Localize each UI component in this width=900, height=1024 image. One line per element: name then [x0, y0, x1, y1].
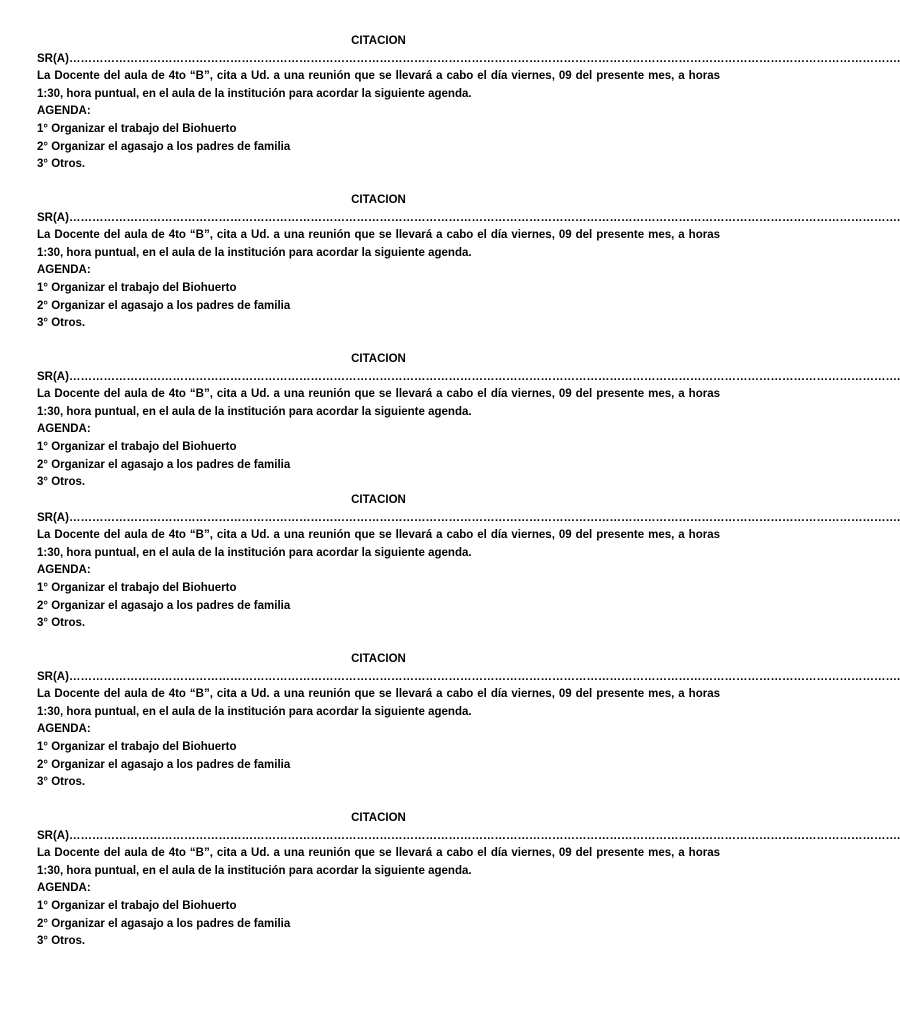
- recipient-line: SR(A)……………………………………………………………………………………………………………………………………………………………………………………………….: [37, 511, 900, 524]
- agenda-label: AGENDA:: [37, 423, 91, 436]
- citacion-block: [37, 651, 900, 792]
- citacion-body: La Docente del aula de 4to “B”, cita a Ud. a una reunión que se llevará a cabo el día viernes, 09 del presente mes, a horas 1:30, hora puntual, en el aula de la institución para acordar la siguiente agenda.: [37, 388, 720, 418]
- citacion-block: [37, 492, 900, 633]
- agenda-label: AGENDA:: [37, 105, 91, 118]
- agenda-item: 2° Organizar el agasajo a los padres de familia: [37, 140, 291, 153]
- citacion-block: [37, 33, 900, 174]
- citacion-title: CITACION: [351, 812, 406, 824]
- agenda-item: 1° Organizar el trabajo del Biohuerto: [37, 899, 237, 912]
- agenda-item: 1° Organizar el trabajo del Biohuerto: [37, 440, 237, 453]
- agenda-item: 3° Otros.: [37, 935, 86, 948]
- citacion-title: CITACION: [351, 353, 406, 365]
- agenda-label: AGENDA:: [37, 723, 91, 736]
- agenda-item: 2° Organizar el agasajo a los padres de familia: [37, 299, 291, 312]
- recipient-line: SR(A)……………………………………………………………………………………………………………………………………………………………………………………………….: [37, 829, 900, 842]
- agenda-item: 1° Organizar el trabajo del Biohuerto: [37, 122, 237, 135]
- citacion-body: La Docente del aula de 4to “B”, cita a Ud. a una reunión que se llevará a cabo el día viernes, 09 del presente mes, a horas 1:30, hora puntual, en el aula de la institución para acordar la siguiente agenda.: [37, 688, 720, 718]
- agenda-item: 1° Organizar el trabajo del Biohuerto: [37, 740, 237, 753]
- agenda-item: 3° Otros.: [37, 617, 86, 630]
- agenda-item: 3° Otros.: [37, 317, 86, 330]
- citacion-title: CITACION: [351, 494, 406, 506]
- agenda-item: 2° Organizar el agasajo a los padres de familia: [37, 758, 291, 771]
- agenda-item: 3° Otros.: [37, 476, 86, 489]
- agenda-item: 2° Organizar el agasajo a los padres de familia: [37, 917, 291, 930]
- citacion-block: [37, 192, 900, 333]
- citacion-body: La Docente del aula de 4to “B”, cita a Ud. a una reunión que se llevará a cabo el día viernes, 09 del presente mes, a horas 1:30, hora puntual, en el aula de la institución para acordar la siguiente agenda.: [37, 229, 720, 259]
- citacion-title: CITACION: [351, 653, 406, 665]
- citacion-title: CITACION: [351, 35, 406, 47]
- agenda-label: AGENDA:: [37, 264, 91, 277]
- agenda-item: 3° Otros.: [37, 158, 86, 171]
- citacion-title: CITACION: [351, 194, 406, 206]
- recipient-line: SR(A)……………………………………………………………………………………………………………………………………………………………………………………………….: [37, 370, 900, 383]
- recipient-line: SR(A)……………………………………………………………………………………………………………………………………………………………………………………………….: [37, 52, 900, 65]
- citacion-block: [37, 810, 900, 951]
- citacion-block: [37, 351, 900, 492]
- agenda-item: 1° Organizar el trabajo del Biohuerto: [37, 281, 237, 294]
- agenda-label: AGENDA:: [37, 564, 91, 577]
- agenda-item: 1° Organizar el trabajo del Biohuerto: [37, 581, 237, 594]
- agenda-label: AGENDA:: [37, 882, 91, 895]
- citacion-body: La Docente del aula de 4to “B”, cita a Ud. a una reunión que se llevará a cabo el día viernes, 09 del presente mes, a horas 1:30, hora puntual, en el aula de la institución para acordar la siguiente agenda.: [37, 529, 720, 559]
- agenda-item: 3° Otros.: [37, 776, 86, 789]
- citacion-body: La Docente del aula de 4to “B”, cita a Ud. a una reunión que se llevará a cabo el día viernes, 09 del presente mes, a horas 1:30, hora puntual, en el aula de la institución para acordar la siguiente agenda.: [37, 847, 720, 877]
- agenda-item: 2° Organizar el agasajo a los padres de familia: [37, 458, 291, 471]
- agenda-item: 2° Organizar el agasajo a los padres de familia: [37, 599, 291, 612]
- citacion-body: La Docente del aula de 4to “B”, cita a Ud. a una reunión que se llevará a cabo el día viernes, 09 del presente mes, a horas 1:30, hora puntual, en el aula de la institución para acordar la siguiente agenda.: [37, 70, 720, 100]
- recipient-line: SR(A)……………………………………………………………………………………………………………………………………………………………………………………………….: [37, 670, 900, 683]
- recipient-line: SR(A)……………………………………………………………………………………………………………………………………………………………………………………………….: [37, 211, 900, 224]
